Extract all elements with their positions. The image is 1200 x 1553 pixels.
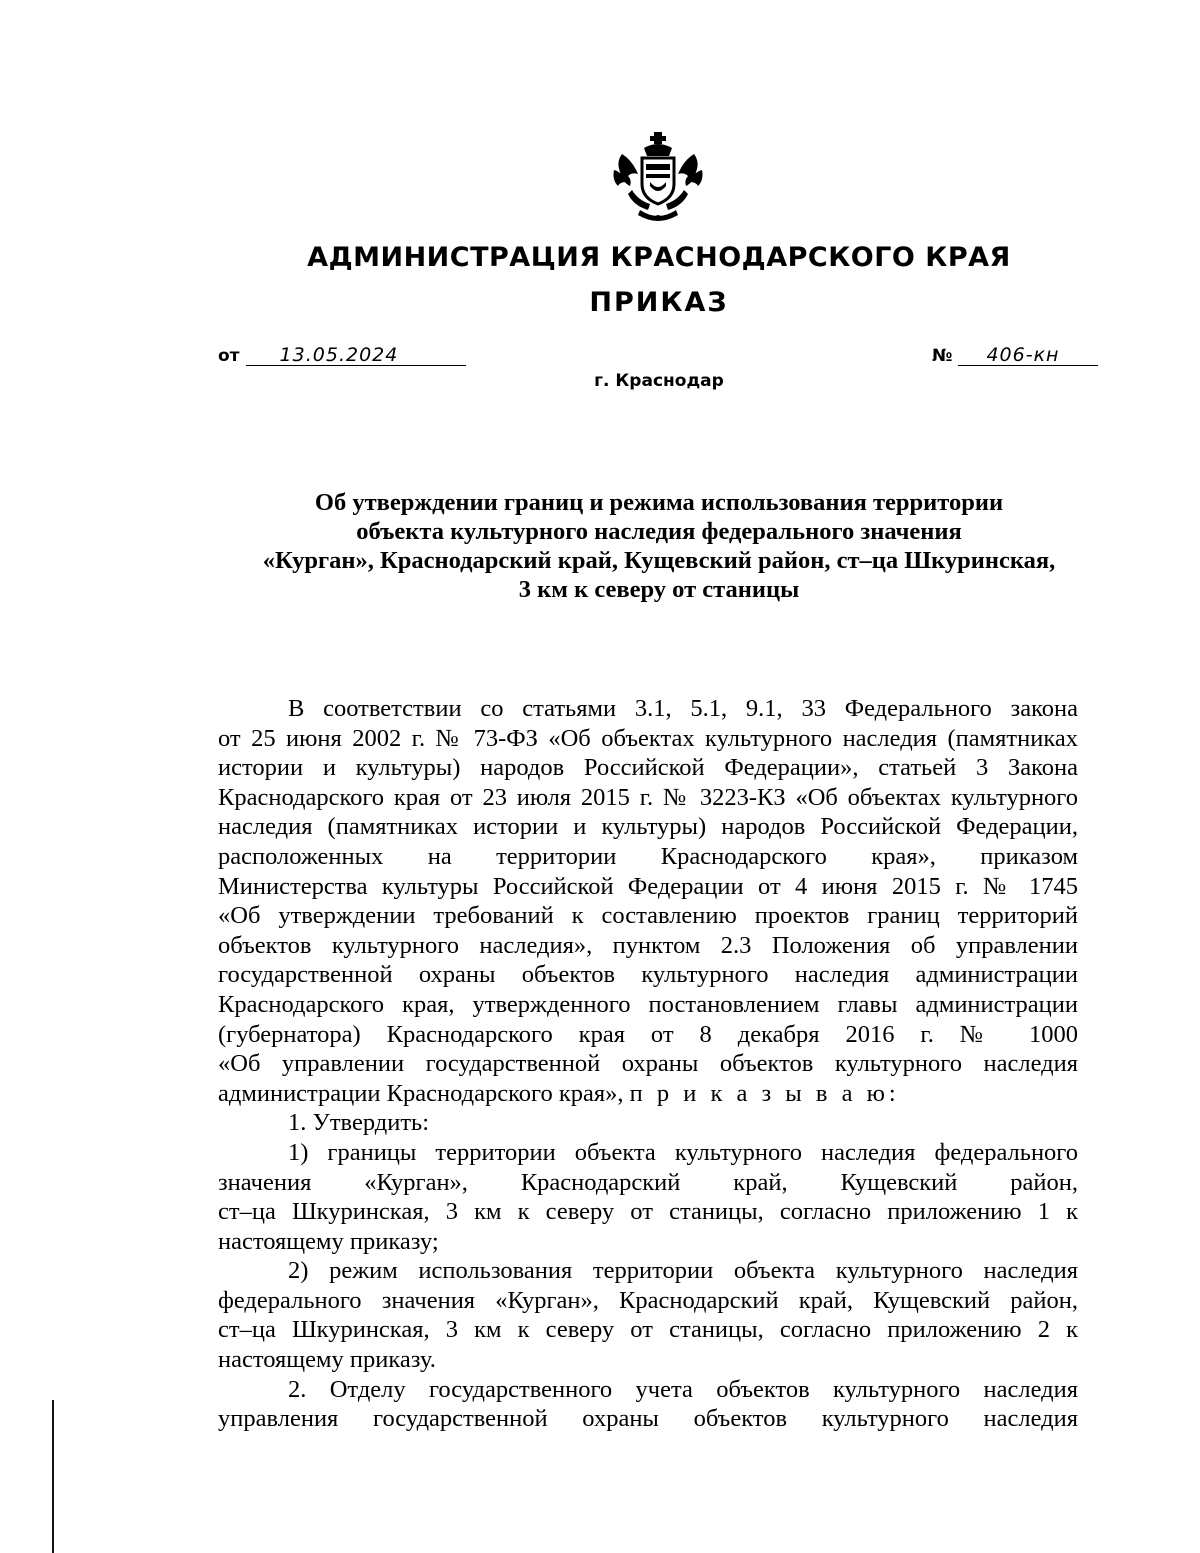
document-type-title: ПРИКАЗ (589, 287, 729, 318)
body-line: федерального значения «Курган», Краснодарский край, Кущевский район, (218, 1286, 1078, 1314)
body-line: расположенных на территории Краснодарского края», приказом (218, 842, 1078, 870)
body-line: настоящему приказу. (218, 1346, 436, 1374)
body-line: (губернатора) Краснодарского края от 8 декабря 2016 г. № 1000 (218, 1020, 1078, 1048)
order-keyword: п р и к а з ы в а ю: (629, 1079, 900, 1107)
body-line (218, 1079, 1078, 1109)
body-line: ст–ца Шкуринская, 3 км к северу от станицы, согласно приложению 2 к (218, 1316, 1078, 1344)
body-line: наследия (памятниках истории и культуры) народов Российской Федерации, (218, 813, 1078, 841)
body-line: значения «Курган», Краснодарский край, Кущевский район, (218, 1168, 1078, 1196)
organization-title: АДМИНИСТРАЦИЯ КРАСНОДАРСКОГО КРАЯ (307, 242, 1011, 273)
body-line: Краснодарского края от 23 июля 2015 г. № 3223-КЗ «Об объектах культурного (218, 783, 1078, 811)
body-line: Краснодарского края, утвержденного постановлением главы администрации (218, 990, 1078, 1018)
body-line: «Об управлении государственной охраны объектов культурного наследия (218, 1050, 1078, 1078)
body-line: от 25 июня 2002 г. № 73-ФЗ «Об объектах культурного наследия (памятниках (218, 724, 1078, 752)
body-line: управления государственной охраны объектов культурного наследия (218, 1405, 1078, 1433)
subject-line: объекта культурного наследия федерального значения (356, 518, 962, 545)
document-number-line (932, 345, 1098, 366)
body-line: «Об утверждении требований к составлению проектов границ территорий (218, 902, 1078, 930)
subject-line: Об утверждении границ и режима использования территории (314, 489, 1004, 516)
body-line: 1) границы территории объекта культурного наследия федерального (288, 1138, 1078, 1166)
date-prefix: от (218, 346, 240, 366)
coat-of-arms-emblem (610, 130, 706, 222)
body-line: Министерства культуры Российской Федерации от 4 июня 2015 г. № 1745 (218, 872, 1078, 900)
handwritten-date: 13.05.2024 (246, 345, 466, 366)
body-line: настоящему приказу; (218, 1227, 439, 1255)
body-line: 2) режим использования территории объекта культурного наследия (288, 1257, 1078, 1285)
body-line: 2. Отделу государственного учета объектов культурного наследия (288, 1375, 1078, 1403)
handwritten-number: 406-кн (958, 345, 1098, 366)
document-date-line (218, 345, 466, 366)
body-line-part: администрации Краснодарского края», (218, 1079, 624, 1107)
subject-line: «Курган», Краснодарский край, Кущевский район, ст–ца Шкуринская, (262, 547, 1056, 574)
body-line: ст–ца Шкуринская, 3 км к северу от станицы, согласно приложению 1 к (218, 1198, 1078, 1226)
document-subject (150, 488, 1168, 604)
body-line: 1. Утвердить: (288, 1109, 430, 1137)
body-line: объектов культурного наследия», пунктом 2.3 Положения об управлении (218, 931, 1078, 959)
subject-line: 3 км к северу от станицы (518, 576, 800, 603)
document-body (218, 694, 1078, 1434)
city-line: г. Краснодар (594, 371, 724, 391)
body-line: В соответствии со статьями 3.1, 5.1, 9.1, 33 Федерального закона (288, 695, 1078, 722)
body-line: истории и культуры) народов Российской Федерации», статьей 3 Закона (218, 754, 1078, 782)
number-prefix: № (932, 346, 953, 366)
body-line: государственной охраны объектов культурного наследия администрации (218, 961, 1078, 989)
scan-edge-line (52, 1400, 54, 1553)
